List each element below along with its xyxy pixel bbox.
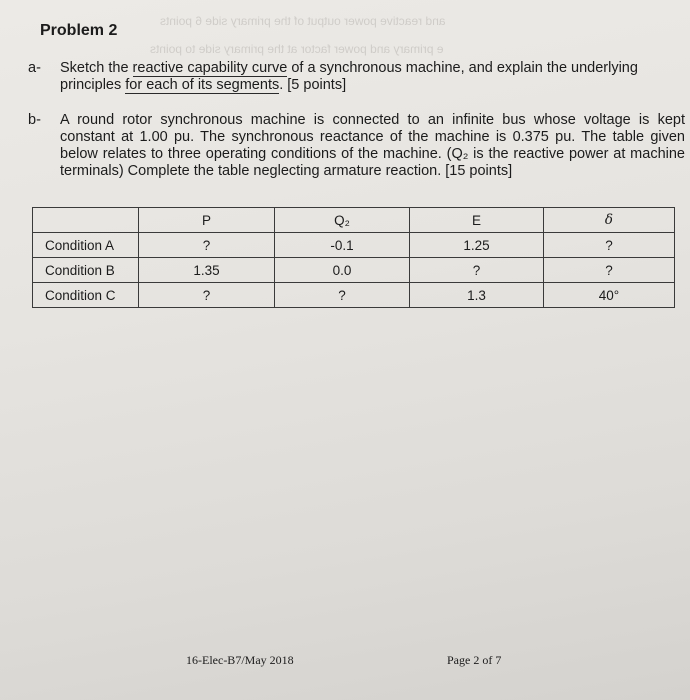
footer-page-number: Page 2 of 7 bbox=[447, 653, 502, 667]
table-cell: 0.0 bbox=[275, 258, 410, 283]
question-b-label: b- bbox=[28, 112, 41, 128]
table-header-cell: δ bbox=[544, 208, 675, 233]
table-row bbox=[33, 233, 675, 258]
table-cell: -0.1 bbox=[275, 233, 410, 258]
table-row-label: Condition B bbox=[33, 258, 139, 283]
table-header-cell: Q₂ bbox=[275, 208, 410, 233]
table-row-label: Condition A bbox=[33, 233, 139, 258]
table-cell: 1.25 bbox=[410, 233, 544, 258]
question-a-text-post: . [5 points] bbox=[279, 77, 347, 93]
table-cell: ? bbox=[544, 233, 675, 258]
table-cell: 1.35 bbox=[139, 258, 275, 283]
question-a-text-pre: Sketch the bbox=[60, 60, 133, 76]
table-cell: 40° bbox=[544, 283, 675, 308]
table-cell: ? bbox=[139, 233, 275, 258]
table-row bbox=[33, 283, 675, 308]
table-cell: ? bbox=[544, 258, 675, 283]
table-row-label: Condition C bbox=[33, 283, 139, 308]
bleed-through-text: and reactive power output of the primary side 6 points bbox=[160, 14, 446, 28]
question-a-label: a- bbox=[28, 60, 41, 76]
question-a-underlined-phrase: for each of its segments bbox=[125, 77, 280, 93]
table-cell: ? bbox=[275, 283, 410, 308]
table-cell: ? bbox=[139, 283, 275, 308]
table-cell: 1.3 bbox=[410, 283, 544, 308]
question-a-text-mid: of a synchronous machine, and explain the underlying principles bbox=[60, 60, 638, 93]
table-header-cell: P bbox=[139, 208, 275, 233]
table-header-row bbox=[33, 208, 675, 233]
question-a-text bbox=[60, 60, 685, 94]
table-header-cell bbox=[33, 208, 139, 233]
table-row bbox=[33, 258, 675, 283]
table-header-cell: E bbox=[410, 208, 544, 233]
operating-conditions-table bbox=[32, 207, 675, 308]
problem-title: Problem 2 bbox=[40, 22, 118, 39]
table-cell: ? bbox=[410, 258, 544, 283]
question-a-underlined-term: reactive capability curve bbox=[132, 60, 288, 76]
footer-exam-code: 16-Elec-B7/May 2018 bbox=[186, 653, 294, 667]
question-b-text: A round rotor synchronous machine is connected to an infinite bus whose voltage is kept constant at 1.00 pu. The synchronous reactance of the machine is 0.375 pu. The table given below relates to three operating conditions of the machine. (Q₂ is the reactive power at machine terminals) Complete the table neglecting armature reaction. [15 points] bbox=[60, 112, 685, 179]
bleed-through-text: e primary and power factor at the primary side to points bbox=[150, 42, 444, 56]
